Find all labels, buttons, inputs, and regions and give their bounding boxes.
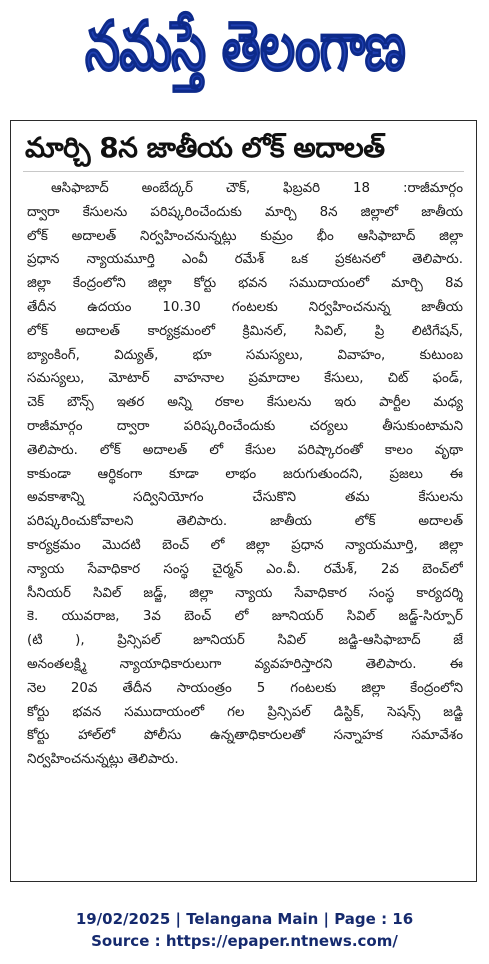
article-line: ద్వారా కేసులను పరిష్కరించేందుకు మార్చి 8న జిల్లాలో జాతీయ [27,204,463,220]
source-footer [0,908,489,952]
article-headline: మార్చి 8న జాతీయ లోక్ అదాలత్ [25,131,385,164]
article-line: చెక్ బౌన్స్ ఇతర అన్ని రకాల కేసులను ఇరు పార్టీల మధ్య [27,395,463,411]
article-line: అవకాశాన్ని సద్వినియోగం చేసుకొని తమ కేసులను [27,490,463,506]
article-line: కె. యువరాజ, 3వ బెంచ్ లో జూనియర్ సివిల్ జడ్జ్-సిర్పూర్ [27,609,463,625]
article-line: తేదీన ఉదయం 10.30 గంటలకు నిర్వహించనున్న జాతీయ [27,299,463,315]
article-line: పరిష్కరించుకోవాలని తెలిపారు. జాతీయ లోక్ అదాలత్ [27,514,463,530]
article-line: రాజీమార్గం ద్వారా పరిష్కరించేందుకు చర్యలు తీసుకుంటామని [27,418,463,434]
article-line: కాకుండా ఆర్థికంగా కూడా లాభం జరుగుతుందని, ప్రజలు ఈ [27,466,463,482]
article-line: కోర్టు భవన సముదాయంలో గల ప్రిన్సిపల్ డిస్టిక్, సెషన్స్ జడ్జి [27,704,463,720]
article-line: ప్రధాన న్యాయమూర్తి ఎంవీ రమేశ్ ఒక ప్రకటనలో తెలిపారు. [27,252,463,268]
edition-info: 19/02/2025 | Telangana Main | Page : 16 [75,910,414,928]
article-line: లోక్ అదాలత్ కార్యక్రమంలో క్రిమినల్, సివిల్, ప్రి లిటిగేషన్, [27,323,463,339]
article-line: సమస్యలు, మోటార్ వాహనాల ప్రమాదాల కేసులు, చిట్ ఫండ్, [27,371,463,387]
article-line: (టి ), ప్రిన్సిపల్ జూనియర్ సివిల్ జడ్జి-ఆసిఫాబాద్ జే [27,633,463,649]
headline-divider [23,171,464,172]
newspaper-masthead [0,0,489,92]
article-body [27,177,463,772]
article-line: నిర్వహించనున్నట్లు తెలిపారు. [27,752,179,768]
article-line: తెలిపారు. లోక్ అదాలత్ లో కేసుల పరిష్కారంతో కాలం వృథా [27,442,463,458]
article-line: అనంతలక్ష్మి న్యాయాధికారులుగా వ్యవహరిస్తారని తెలిపారు. ఈ [27,656,463,672]
article-line: నెల 20వ తేదీన సాయంత్రం 5 గంటలకు జిల్లా కేంద్రంలోని [27,680,463,696]
source-link[interactable]: Source : https://epaper.ntnews.com/ [91,932,398,950]
article-line: లోక్ అదాలత్ నిర్వహించనున్నట్లు కుమ్రం భీం ఆసిఫాబాద్ జిల్లా [27,228,463,244]
article-line: ఆసిఫాబాద్ అంబేద్కర్ చౌక్, ఫిబ్రవరి 18 :రాజీమార్గం [51,181,463,196]
article-line: జిల్లా కేంద్రంలోని జిల్లా కోర్టు భవన సముదాయంలో మార్చి 8వ [27,276,463,292]
article-line: సీనియర్ సివిల్ జడ్జ్, జిల్లా న్యాయ సేవాధికార సంస్థ కార్యదర్శి [27,585,463,601]
article-line: న్యాయ సేవాధికార సంస్థ చైర్మన్ ఎం.వీ. రమేశ్, 2వ బెంచ్‌లో [27,561,463,577]
article-line: కార్యక్రమం మొదటి బెంచ్ లో జిల్లా ప్రధాన న్యాయమూర్తి, జిల్లా [27,537,463,553]
newspaper-logo: నమస్తే తెలంగాణ [84,5,405,87]
article-line: కోర్టు హాల్‌లో పోలీసు ఉన్నతాధికారులతో సన్నాహక సమావేశం [27,728,463,744]
article-line: బ్యాంకింగ్, విద్యుత్, భూ సమస్యలు, వివాహం, కుటుంబ [27,347,463,363]
article-clipping [10,120,477,882]
